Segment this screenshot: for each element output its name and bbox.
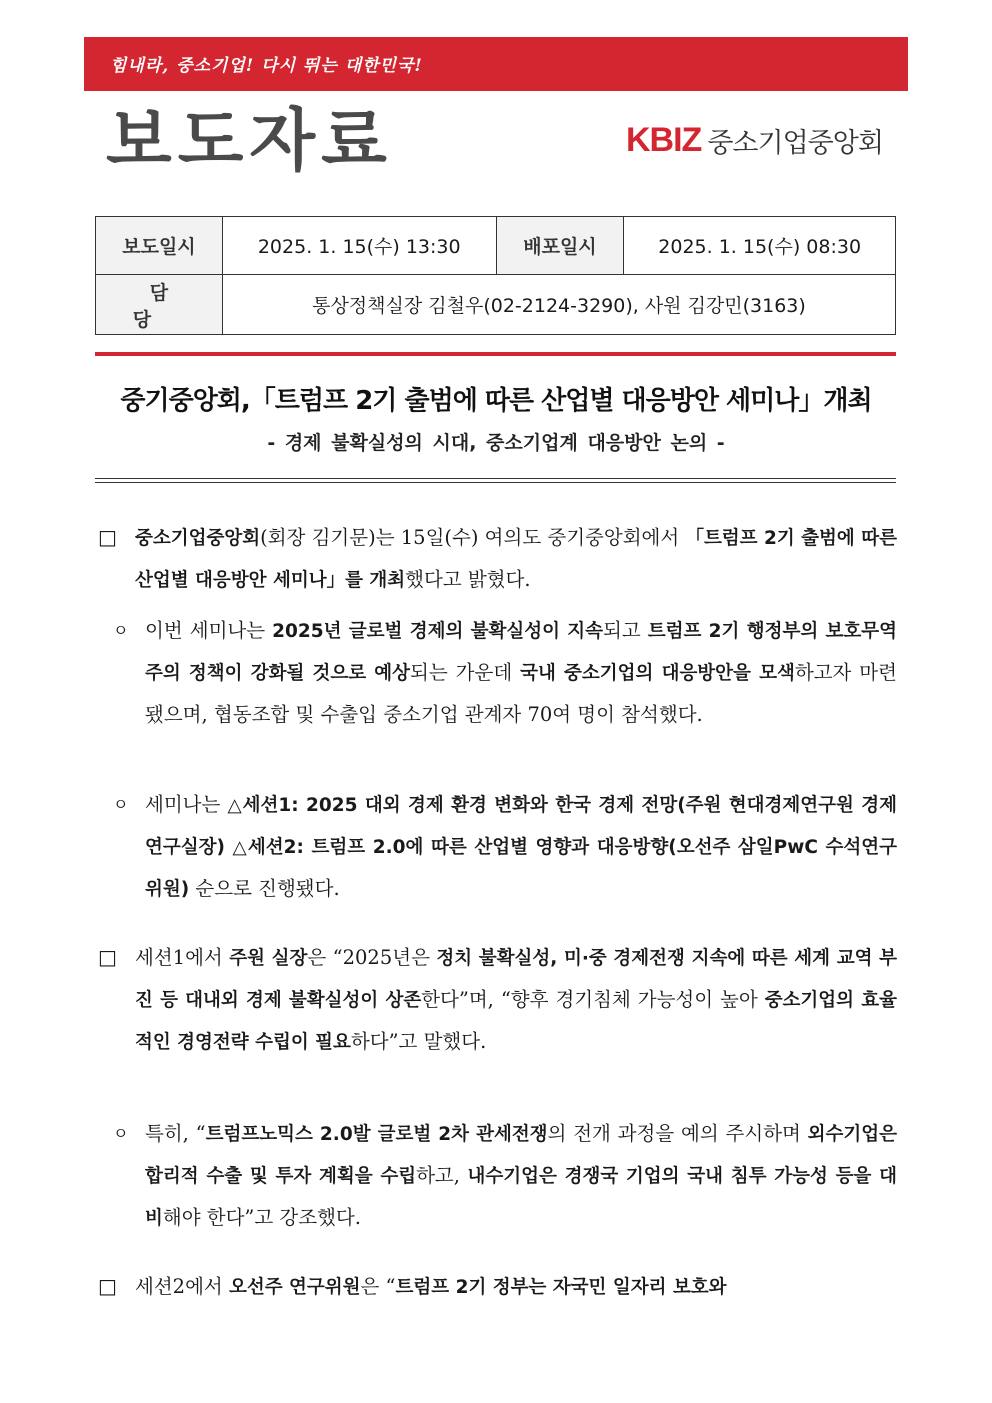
p2-b: 2025년 글로벌 경제의 불확실성이 지속 [272,621,604,642]
slogan-text: 힘내라, 중소기업! 다시 뛰는 대한민국! [110,56,423,76]
slogan-banner [84,37,908,91]
paragraph-6 [135,1266,897,1308]
p5-e: 하고, [416,1164,468,1187]
paragraph-1 [135,517,897,601]
release-info-table [95,216,896,335]
p5-g: 해야 한다”고 강조했다. [162,1206,361,1229]
paragraph-4 [135,937,897,1063]
logo-org-name: 중소기업중앙회 [707,127,883,159]
p3-b: △세션1: 2025 대외 경제 환경 변화와 한국 경제 전망(주원 현대경제연구원 경제연구실장) △세션2: 트럼프 2.0에 따른 산업별 영향과 대응방향(오선주 삼일PwC 수석연구위원) [145,795,897,900]
press-release-subtitle: - 경제 불확실성의 시대, 중소기업계 대응방안 논의 - [267,432,725,454]
p1-c: 「트럼프 2기 출범에 따른 산업별 대응방안 세미나」를 개최 [135,528,897,591]
p4-b: 주원 실장 [229,948,308,969]
p5-b: 트럼프노믹스 2.0발 글로벌 2차 관세전쟁 [205,1124,548,1145]
logo-mark: KBIZ [626,120,702,159]
circle-bullet: ㅇ [113,795,129,814]
paragraph-5 [145,1113,897,1239]
p2-a: 이번 세미나는 [145,619,273,642]
circle-bullet: ㅇ [113,1124,129,1143]
circle-bullet: ㅇ [113,621,129,640]
release-date-label: 보도일시 [96,217,223,275]
distribution-date-label: 배포일시 [496,217,624,275]
square-bullet: □ [98,525,117,549]
p5-c: 의 전개 과정을 예의 주시하며 [547,1122,808,1145]
p2-f: 국내 중소기업의 대응방안을 모색 [520,663,795,684]
contact-label-cell [96,275,223,335]
p4-c: 은 “2025년은 [307,946,437,969]
contact-label: 담당 [132,281,203,331]
title-divider [95,352,896,356]
paragraph-3 [145,784,897,910]
p4-g: 하다”고 말했다. [350,1030,487,1053]
p6-d: 트럼프 2기 정부는 자국민 일자리 보호와 [395,1277,727,1298]
p4-e: 한다”며, “향후 경기침체 가능성이 높아 [421,988,765,1011]
p4-f: 중소기업의 효율적인 경영전략 수립이 필요 [135,990,897,1053]
p2-g: 하고자 마련됐으며, 협동조합 및 수출입 중소기업 관계자 70여 명이 참석했다. [145,661,897,726]
kbiz-logo [626,118,883,162]
p4-d: 정치 불확실성, 미·중 경제전쟁 지속에 따른 세계 교역 부진 등 대내외 경제 불확실성이 상존 [135,948,898,1011]
p2-c: 되고 [603,619,648,642]
p4-a: 세션1에서 [135,946,230,969]
square-bullet: □ [98,945,117,969]
body-divider [95,478,896,483]
square-bullet: □ [98,1274,117,1298]
paragraph-2 [145,610,897,735]
p2-e: 되는 가운데 [410,661,521,684]
p2-d: 트럼프 2기 행정부의 보호무역주의 정책이 강화될 것으로 예상 [145,621,897,684]
p1-d: 했다고 밝혔다. [405,568,531,591]
p5-d: 외수기업은 합리적 수출 및 투자 계획을 수립 [145,1124,897,1187]
press-release-title: 중기중앙회,「트럼프 2기 출범에 따른 산업별 대응방안 세미나」개최 [120,386,872,416]
p6-a: 세션2에서 [135,1275,229,1298]
p3-a: 세미나는 [145,793,228,816]
release-date-value: 2025. 1. 15(수) 13:30 [222,217,496,275]
p5-f: 내수기업은 경쟁국 기업의 국내 침투 가능성 등을 대비 [145,1166,898,1229]
p6-c: 은 “ [360,1275,396,1298]
p5-a: 특히, “ [145,1122,206,1145]
p3-c: 순으로 진행됐다. [189,877,340,900]
document-type-heading: 보도자료 [106,102,393,181]
p6-b: 오선주 연구위원 [228,1277,361,1298]
p1-b: (회장 김기문)는 15일(수) 여의도 중기중앙회에서 [260,526,686,549]
p1-a: 중소기업중앙회 [135,528,261,549]
distribution-date-value: 2025. 1. 15(수) 08:30 [624,217,896,275]
contact-value: 통상정책실장 김철우(02-2124-3290), 사원 김강민(3163) [222,275,895,335]
